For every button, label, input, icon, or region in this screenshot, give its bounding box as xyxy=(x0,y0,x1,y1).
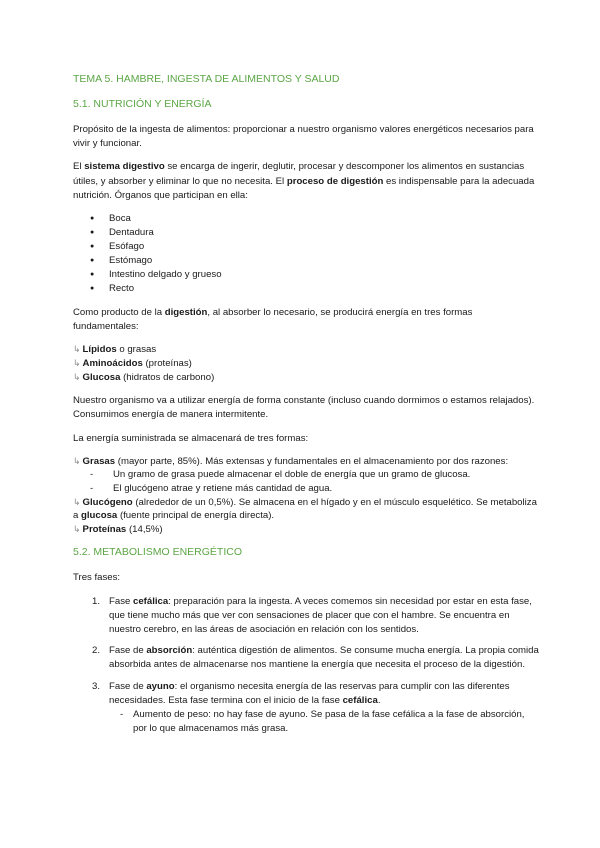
dash-icon: - xyxy=(120,709,124,720)
arrow-icon: ↳ xyxy=(73,523,81,534)
list-item: ● Recto xyxy=(90,282,540,296)
list-item-fase-absorcion: 2. Fase de absorción: auténtica digestión de alimentos. Se consume mucha energía. La propia comida absorbida antes de almacenarse nos mantiene la energía que necesita el proceso de la digestión. xyxy=(92,645,539,671)
dash-icon: - xyxy=(90,469,94,481)
dash-icon: - xyxy=(90,483,94,494)
list-item: ● Esófago xyxy=(90,240,540,254)
section-heading-nutricion: 5.1. NUTRICIÓN Y ENERGÍA xyxy=(73,98,212,110)
arrow-icon: ↳ xyxy=(73,455,81,466)
paragraph-almacenamiento: La energía suministrada se almacenará de tres formas: xyxy=(73,432,309,444)
paragraph-tres-fases: Tres fases: xyxy=(73,572,121,584)
list-item-glucogeno: ↳ Glucógeno (alrededor de un 0,5%). Se almacena en el hígado y en el músculo esquelético. Se metaboliza a glucosa (fuente principal de energía directa). xyxy=(73,496,537,522)
paragraph-sistema-digestivo: El sistema digestivo se encarga de ingerir, deglutir, procesar y descomponer los alimentos en sustancias útiles, y absorber y eliminar lo que no necesita. El proceso de digestión es indispensable para la adecuada nutrición. Órganos que participan en ella: xyxy=(73,161,535,201)
organ-list xyxy=(73,212,540,296)
arrow-icon: ↳ xyxy=(73,344,81,355)
list-item: ↳ Aminoácidos (proteínas) xyxy=(73,358,192,370)
energy-forms-list xyxy=(73,343,540,384)
sub-item: - Aumento de peso: no hay fase de ayuno. Se pasa de la fase cefálica a la fase de absorción, por lo que almacenamos más grasa. xyxy=(120,709,525,735)
list-item: ● Boca xyxy=(90,212,540,226)
paragraph-proposito: Propósito de la ingesta de alimentos: proporcionar a nuestro organismo valores energéticos necesarios para vivir y funcionar. xyxy=(73,124,534,150)
list-item: ↳ Glucosa (hidratos de carbono) xyxy=(73,371,215,383)
list-item-grasas: ↳ Grasas (mayor parte, 85%). Más extensas y fundamentales en el almacenamiento por dos razones: xyxy=(73,455,509,467)
list-item: ● Dentadura xyxy=(90,226,540,240)
list-item-fase-ayuno: 3. Fase de ayuno: el organismo necesita energía de las reservas para cumplir con las diferentes necesidades. Esta fase termina con el inicio de la fase cefálica. - Aumento de peso: no hay fase de ayuno. Se pasa de la fase cefálica a la fase de absorción, por lo que almacenamos más grasa. xyxy=(73,680,540,737)
section-heading-metabolismo: 5.2. METABOLISMO ENERGÉTICO xyxy=(73,546,243,559)
paragraph-energia-constante: Nuestro organismo va a utilizar energía de forma constante (incluso cuando dormimos o estamos relajados). Consumimos energía de manera intermitente. xyxy=(73,395,535,421)
storage-forms-list xyxy=(73,455,540,537)
sub-item: - El glucógeno atrae y retiene más cantidad de agua. xyxy=(90,483,333,494)
arrow-icon: ↳ xyxy=(73,358,81,369)
list-item: ↳ Lípidos o grasas xyxy=(73,344,157,356)
arrow-icon: ↳ xyxy=(73,371,81,382)
list-item-fase-cefalica: 1. Fase cefálica: preparación para la ingesta. A veces comemos sin necesidad por estar en esta fase, que tiene mucho más que ver con sensaciones de placer que con el hambre. Se encuentra en nuestro cerebro, en las áreas de asociación en relación con los sentidos. xyxy=(92,595,532,635)
document-title: TEMA 5. HAMBRE, INGESTA DE ALIMENTOS Y SALUD xyxy=(73,73,340,85)
list-item: ● Intestino delgado y grueso xyxy=(90,268,540,282)
phase-list xyxy=(73,595,540,737)
sub-item: - Un gramo de grasa puede almacenar el doble de energía que un gramo de glucosa. xyxy=(90,469,471,481)
arrow-icon: ↳ xyxy=(73,496,81,507)
list-item: ● Estómago xyxy=(90,254,540,268)
paragraph-producto-digestion: Como producto de la digestión, al absorber lo necesario, se producirá energía en tres formas fundamentales: xyxy=(73,307,473,333)
list-item-proteinas: ↳ Proteínas (14,5%) xyxy=(73,523,163,535)
